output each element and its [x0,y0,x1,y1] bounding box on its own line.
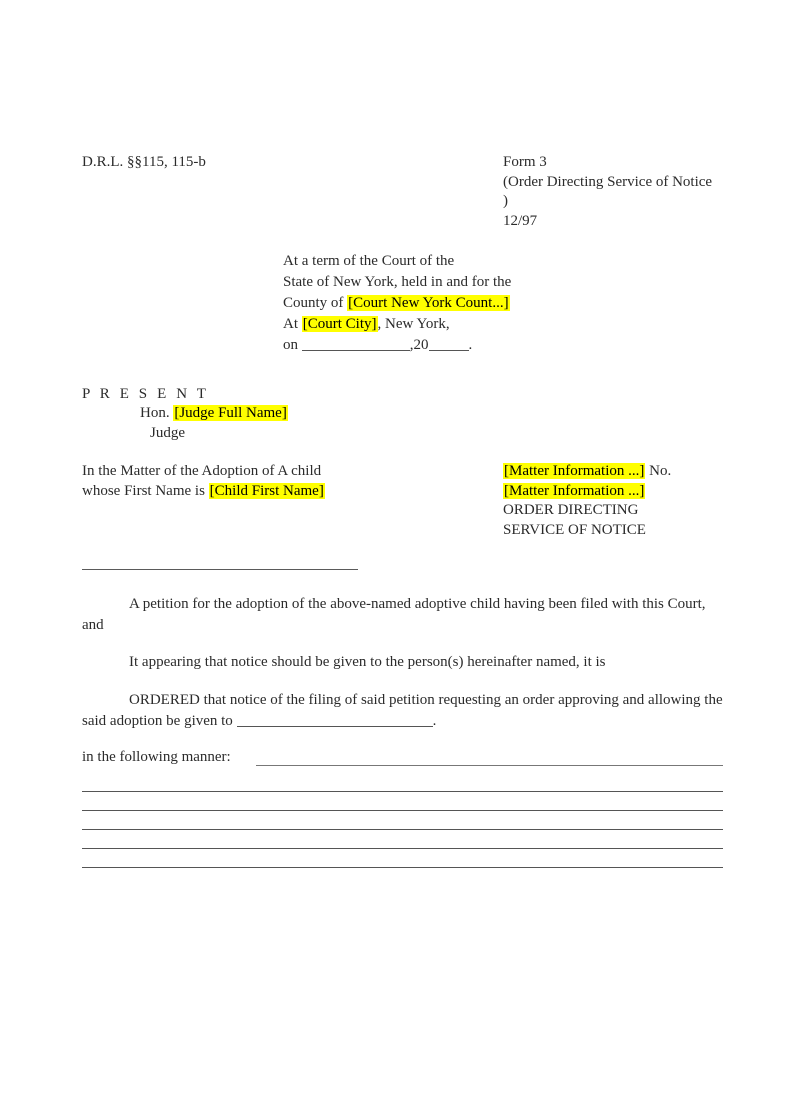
venue-date-suffix: . [468,337,473,353]
paragraph-appearing [82,652,727,673]
judge-honorific: Hon. [140,405,174,421]
court-city-placeholder[interactable]: [Court City] [302,316,377,332]
matter-line-1: In the Matter of the Adoption of A child [82,463,322,479]
manner-write-in-line-4[interactable] [82,848,723,849]
manner-label: in the following manner: [82,749,231,765]
form-title: (Order Directing Service of Notice ) [503,173,713,209]
manner-write-in-line-3[interactable] [82,829,723,830]
venue-county-prefix: County of [283,295,348,311]
caption-divider [82,569,358,570]
presiding-judge-line [140,404,288,423]
manner-write-in-line-1[interactable] [82,791,723,792]
present-heading: P R E S E N T [82,386,209,402]
judge-title-label: Judge [150,425,185,441]
venue-city-suffix: , New York, [377,316,450,332]
paragraph-ordered-text: ORDERED that notice of the filing of said petition requesting an order approving and allowing the said adoption be given to [82,692,723,729]
matter-caption-left [82,462,482,501]
matter-line-2 [82,482,482,502]
court-county-placeholder[interactable]: [Court New York Count...] [348,295,509,311]
form-metadata-block [503,153,718,231]
docket-number-placeholder[interactable]: [Matter Information ...] [504,463,645,479]
statute-citation: D.R.L. §§115, 115-b [82,154,206,170]
docket-number-line [503,462,753,482]
venue-county-line [283,293,583,314]
form-revision-date: 12/97 [503,212,538,229]
paragraph-ordered-period: . [432,713,437,729]
matter-line-2-prefix: whose First Name is [82,482,209,499]
venue-line-2: State of New York, held in and for the [283,274,512,290]
child-first-name-placeholder[interactable]: [Child First Name] [209,482,324,499]
paragraph-appearing-text: It appearing that notice should be given to the person(s) hereinafter named, it is [129,654,606,670]
order-title-line-1: ORDER DIRECTING [503,502,639,518]
file-number-line [503,482,753,502]
manner-write-in-line-2[interactable] [82,810,723,811]
venue-date-prefix: on [283,337,302,353]
court-venue-block [283,251,583,356]
matter-caption-right [503,462,753,540]
paragraph-petition [82,594,727,636]
term-year-blank[interactable] [429,337,469,351]
file-number-placeholder[interactable]: [Matter Information ...] [504,482,645,499]
notice-recipient-blank[interactable] [237,713,433,727]
manner-write-in-line-5[interactable] [82,867,723,868]
paragraph-petition-text: A petition for the adoption of the above-named adoptive child having been filed with this Court, and [82,596,706,633]
paragraph-ordered [82,690,727,732]
manner-write-in-line-0[interactable] [256,765,723,766]
docket-number-suffix: No. [645,463,672,479]
venue-date-line [283,335,583,356]
term-date-blank[interactable] [302,337,410,351]
order-title-line-2: SERVICE OF NOTICE [503,521,646,538]
form-number: Form 3 [503,154,547,170]
venue-city-line [283,314,583,335]
venue-line-1: At a term of the Court of the [283,253,455,269]
judge-name-placeholder[interactable]: [Judge Full Name] [174,405,287,421]
venue-date-separator: ,20 [409,337,429,353]
venue-city-prefix: At [283,316,302,332]
